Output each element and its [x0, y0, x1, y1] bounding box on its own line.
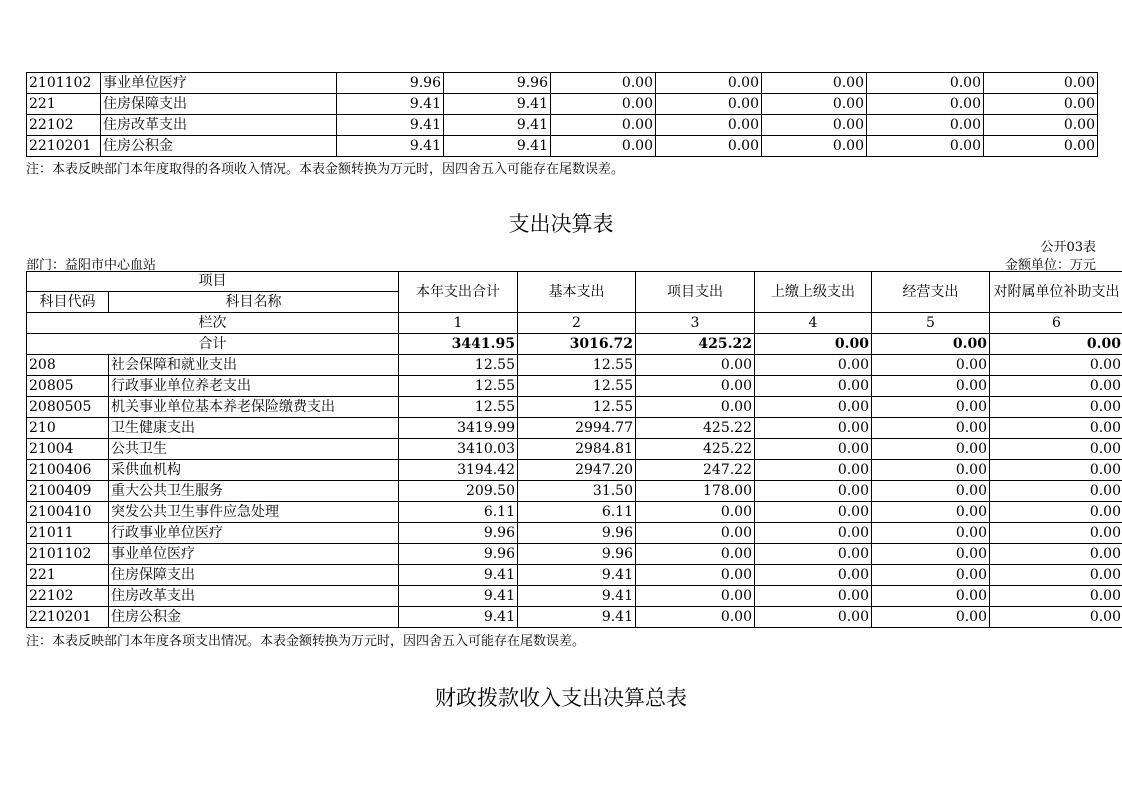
- amount-cell: 0.00: [636, 502, 755, 523]
- lanci-num: 5: [872, 313, 990, 334]
- amount-cell: 9.41: [444, 115, 551, 136]
- amount-cell: 6.11: [518, 502, 636, 523]
- subject-code: 2100409: [27, 481, 109, 502]
- total-value: 425.22: [636, 334, 755, 355]
- lanci-num: 2: [518, 313, 636, 334]
- amount-cell: 0.00: [755, 565, 872, 586]
- amount-cell: 9.41: [337, 136, 444, 157]
- header-item: 项目: [27, 272, 399, 292]
- table-row: [27, 523, 1122, 544]
- subject-code: 21011: [27, 523, 109, 544]
- amount-cell: 0.00: [755, 418, 872, 439]
- table-row: [27, 586, 1122, 607]
- total-value: 3016.72: [518, 334, 636, 355]
- subject-code: 22102: [27, 586, 109, 607]
- amount-cell: 12.55: [399, 355, 518, 376]
- amount-unit-label: 金额单位：万元: [1004, 258, 1096, 273]
- amount-cell: 0.00: [984, 115, 1098, 136]
- subject-code: 221: [27, 94, 101, 115]
- amount-cell: 0.00: [636, 355, 755, 376]
- subject-code: 210: [27, 418, 109, 439]
- amount-cell: 0.00: [872, 502, 990, 523]
- amount-cell: 0.00: [990, 502, 1122, 523]
- total-value: 3441.95: [399, 334, 518, 355]
- next-section-title: 财政拨款收入支出决算总表: [435, 686, 687, 710]
- subject-code: 2080505: [27, 397, 109, 418]
- income-table-note: 注：本表反映部门本年度取得的各项收入情况。本表金额转换为万元时，因四舍五入可能存在尾数误差。: [26, 162, 625, 177]
- amount-cell: 0.00: [872, 439, 990, 460]
- subject-code: 21004: [27, 439, 109, 460]
- form-number: 公开03表: [1040, 240, 1096, 255]
- table-row: [27, 544, 1122, 565]
- subject-code: 2210201: [27, 607, 109, 628]
- amount-cell: 0.00: [872, 397, 990, 418]
- amount-cell: 178.00: [636, 481, 755, 502]
- amount-cell: 0.00: [551, 136, 656, 157]
- amount-cell: 0.00: [872, 586, 990, 607]
- amount-cell: 0.00: [755, 376, 872, 397]
- amount-cell: 0.00: [872, 607, 990, 628]
- amount-cell: 12.55: [518, 397, 636, 418]
- amount-cell: 425.22: [636, 439, 755, 460]
- subject-code: 2210201: [27, 136, 101, 157]
- amount-cell: 425.22: [636, 418, 755, 439]
- subject-code: 208: [27, 355, 109, 376]
- amount-cell: 0.00: [984, 73, 1098, 94]
- amount-cell: 0.00: [636, 397, 755, 418]
- amount-cell: 9.96: [399, 544, 518, 565]
- amount-cell: 0.00: [990, 376, 1122, 397]
- amount-cell: 9.41: [444, 94, 551, 115]
- amount-cell: 0.00: [990, 355, 1122, 376]
- amount-cell: 3194.42: [399, 460, 518, 481]
- table-row: [27, 439, 1122, 460]
- header-code: 科目代码: [27, 292, 109, 313]
- amount-cell: 0.00: [872, 565, 990, 586]
- subject-code: 22102: [27, 115, 101, 136]
- table-row: [27, 397, 1122, 418]
- amount-cell: 0.00: [867, 115, 984, 136]
- subject-name: 行政事业单位养老支出: [109, 376, 399, 397]
- table-row: [27, 94, 1098, 115]
- table-row: [27, 607, 1122, 628]
- subject-name: 采供血机构: [109, 460, 399, 481]
- header-col-5: 经营支出: [872, 272, 990, 313]
- amount-cell: 0.00: [755, 586, 872, 607]
- amount-cell: 0.00: [656, 73, 762, 94]
- expense-table: [26, 271, 1122, 628]
- amount-cell: 0.00: [656, 94, 762, 115]
- amount-cell: 9.41: [399, 565, 518, 586]
- amount-cell: 0.00: [755, 607, 872, 628]
- amount-cell: 0.00: [990, 481, 1122, 502]
- amount-cell: 0.00: [867, 73, 984, 94]
- amount-cell: 0.00: [990, 418, 1122, 439]
- amount-cell: 9.41: [399, 586, 518, 607]
- amount-cell: 0.00: [755, 460, 872, 481]
- amount-cell: 0.00: [551, 73, 656, 94]
- amount-cell: 0.00: [990, 544, 1122, 565]
- subject-name: 住房公积金: [101, 136, 337, 157]
- amount-cell: 12.55: [518, 355, 636, 376]
- amount-cell: 0.00: [867, 94, 984, 115]
- subject-name: 公共卫生: [109, 439, 399, 460]
- amount-cell: 9.96: [399, 523, 518, 544]
- subject-name: 事业单位医疗: [101, 73, 337, 94]
- subject-name: 卫生健康支出: [109, 418, 399, 439]
- expense-table-title: 支出决算表: [508, 212, 614, 236]
- subject-name: 住房改革支出: [109, 586, 399, 607]
- amount-cell: 0.00: [872, 418, 990, 439]
- income-table-continuation: [26, 72, 1098, 157]
- amount-cell: 9.96: [444, 73, 551, 94]
- amount-cell: 9.96: [518, 523, 636, 544]
- lanci-num: 4: [755, 313, 872, 334]
- amount-cell: 0.00: [755, 544, 872, 565]
- subject-name: 住房保障支出: [109, 565, 399, 586]
- header-col-4: 上缴上级支出: [755, 272, 872, 313]
- amount-cell: 9.41: [337, 115, 444, 136]
- subject-name: 机关事业单位基本养老保险缴费支出: [109, 397, 399, 418]
- amount-cell: 9.41: [337, 94, 444, 115]
- total-value: 0.00: [872, 334, 990, 355]
- table-row: [27, 481, 1122, 502]
- expense-table-note: 注：本表反映部门本年度各项支出情况。本表金额转换为万元时，因四舍五入可能存在尾数误差。: [26, 634, 586, 649]
- amount-cell: 0.00: [872, 481, 990, 502]
- table-row: [27, 136, 1098, 157]
- amount-cell: 6.11: [399, 502, 518, 523]
- amount-cell: 0.00: [990, 439, 1122, 460]
- subject-name: 重大公共卫生服务: [109, 481, 399, 502]
- amount-cell: 0.00: [755, 355, 872, 376]
- amount-cell: 9.96: [518, 544, 636, 565]
- subject-name: 社会保障和就业支出: [109, 355, 399, 376]
- amount-cell: 0.00: [656, 136, 762, 157]
- amount-cell: 0.00: [755, 481, 872, 502]
- amount-cell: 0.00: [762, 94, 867, 115]
- amount-cell: 2947.20: [518, 460, 636, 481]
- amount-cell: 0.00: [551, 115, 656, 136]
- table-row: [27, 418, 1122, 439]
- amount-cell: 2994.77: [518, 418, 636, 439]
- lanci-num: 6: [990, 313, 1122, 334]
- amount-cell: 0.00: [872, 523, 990, 544]
- amount-cell: 0.00: [984, 94, 1098, 115]
- subject-name: 住房公积金: [109, 607, 399, 628]
- amount-cell: 0.00: [984, 136, 1098, 157]
- amount-cell: 12.55: [518, 376, 636, 397]
- amount-cell: 0.00: [636, 607, 755, 628]
- amount-cell: 0.00: [636, 544, 755, 565]
- lanci-label: 栏次: [27, 313, 399, 334]
- subject-code: 2101102: [27, 544, 109, 565]
- amount-cell: 0.00: [990, 607, 1122, 628]
- amount-cell: 209.50: [399, 481, 518, 502]
- subject-code: 2101102: [27, 73, 101, 94]
- amount-cell: 3419.99: [399, 418, 518, 439]
- amount-cell: 9.41: [518, 565, 636, 586]
- amount-cell: 0.00: [872, 355, 990, 376]
- header-name: 科目名称: [109, 292, 399, 313]
- amount-cell: 0.00: [636, 565, 755, 586]
- total-label: 合计: [27, 334, 399, 355]
- amount-cell: 0.00: [755, 439, 872, 460]
- amount-cell: 0.00: [990, 397, 1122, 418]
- amount-cell: 0.00: [755, 502, 872, 523]
- subject-code: 2100406: [27, 460, 109, 481]
- amount-cell: 0.00: [990, 586, 1122, 607]
- subject-name: 行政事业单位医疗: [109, 523, 399, 544]
- total-value: 0.00: [990, 334, 1122, 355]
- subject-name: 住房改革支出: [101, 115, 337, 136]
- header-col-6: 对附属单位补助支出: [990, 272, 1122, 313]
- amount-cell: 0.00: [636, 523, 755, 544]
- amount-cell: 9.41: [518, 586, 636, 607]
- amount-cell: 9.41: [444, 136, 551, 157]
- amount-cell: 12.55: [399, 376, 518, 397]
- amount-cell: 0.00: [762, 73, 867, 94]
- amount-cell: 0.00: [755, 523, 872, 544]
- amount-cell: 0.00: [867, 136, 984, 157]
- table-row: [27, 376, 1122, 397]
- total-value: 0.00: [755, 334, 872, 355]
- table-row: [27, 73, 1098, 94]
- amount-cell: 0.00: [762, 136, 867, 157]
- amount-cell: 0.00: [762, 115, 867, 136]
- table-row: [27, 565, 1122, 586]
- amount-cell: 0.00: [990, 565, 1122, 586]
- table-row: [27, 115, 1098, 136]
- amount-cell: 0.00: [872, 544, 990, 565]
- header-col-3: 项目支出: [636, 272, 755, 313]
- subject-code: 20805: [27, 376, 109, 397]
- amount-cell: 0.00: [656, 115, 762, 136]
- subject-name: 事业单位医疗: [109, 544, 399, 565]
- amount-cell: 9.41: [399, 607, 518, 628]
- amount-cell: 247.22: [636, 460, 755, 481]
- header-col-2: 基本支出: [518, 272, 636, 313]
- lanci-num: 3: [636, 313, 755, 334]
- amount-cell: 9.96: [337, 73, 444, 94]
- amount-cell: 31.50: [518, 481, 636, 502]
- table-row: [27, 460, 1122, 481]
- amount-cell: 0.00: [990, 460, 1122, 481]
- amount-cell: 9.41: [518, 607, 636, 628]
- amount-cell: 0.00: [990, 523, 1122, 544]
- amount-cell: 0.00: [755, 397, 872, 418]
- table-row: [27, 355, 1122, 376]
- amount-cell: 12.55: [399, 397, 518, 418]
- amount-cell: 2984.81: [518, 439, 636, 460]
- subject-name: 住房保障支出: [101, 94, 337, 115]
- subject-code: 221: [27, 565, 109, 586]
- amount-cell: 0.00: [636, 586, 755, 607]
- lanci-num: 1: [399, 313, 518, 334]
- amount-cell: 0.00: [872, 460, 990, 481]
- subject-code: 2100410: [27, 502, 109, 523]
- table-row: [27, 502, 1122, 523]
- subject-name: 突发公共卫生事件应急处理: [109, 502, 399, 523]
- amount-cell: 0.00: [551, 94, 656, 115]
- amount-cell: 0.00: [872, 376, 990, 397]
- amount-cell: 0.00: [636, 376, 755, 397]
- header-col-1: 本年支出合计: [399, 272, 518, 313]
- department-label: 部门：益阳市中心血站: [26, 258, 157, 273]
- amount-cell: 3410.03: [399, 439, 518, 460]
